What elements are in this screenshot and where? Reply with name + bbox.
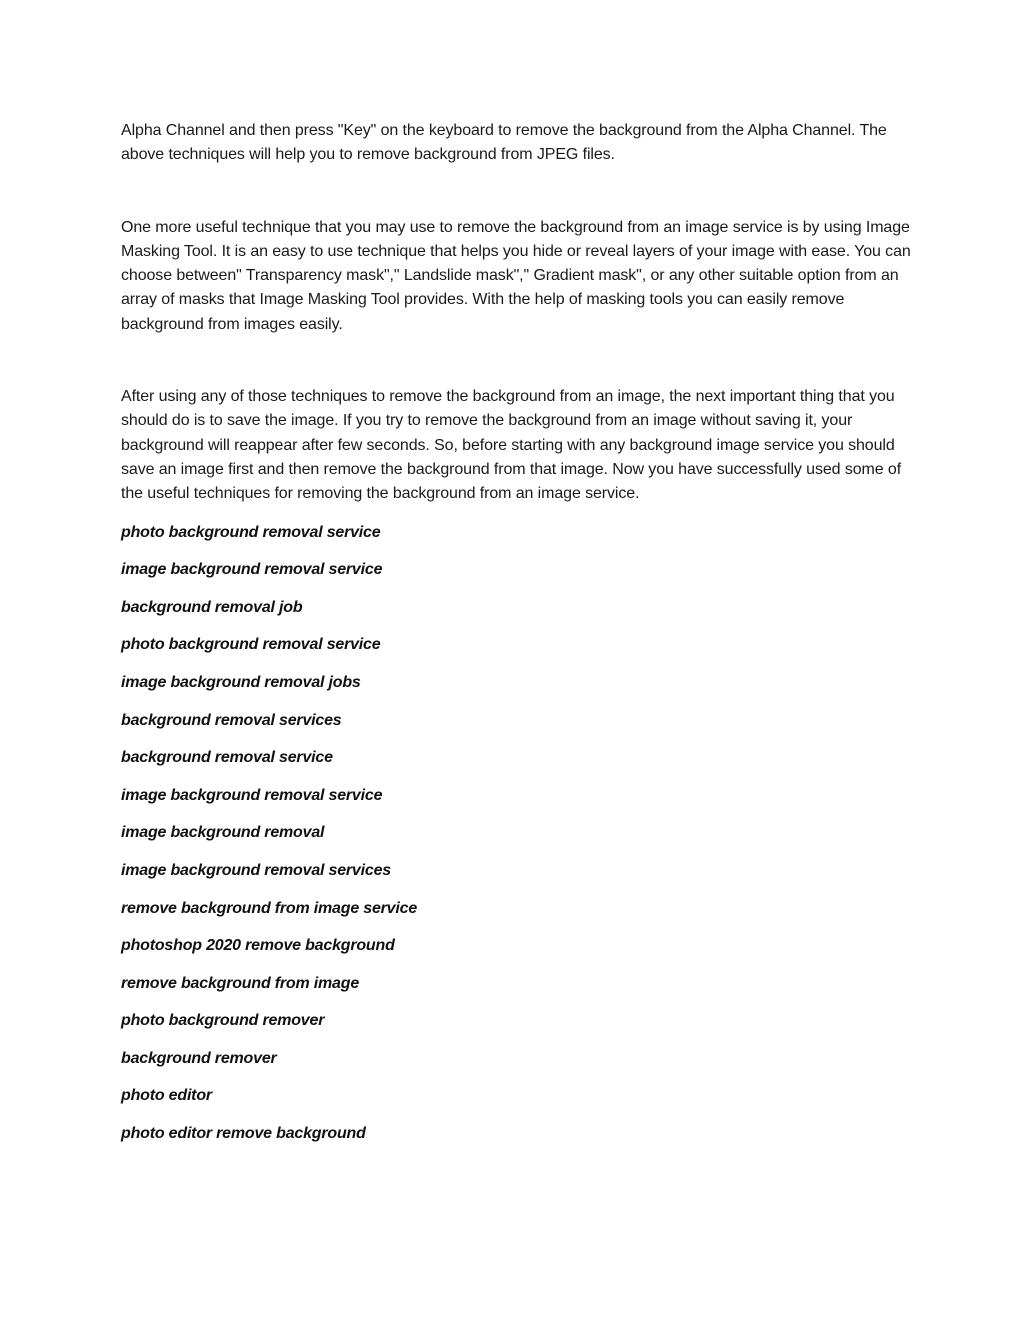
keyword-item: photo background removal service [121,636,381,654]
keyword-item: remove background from image service [121,899,418,917]
keyword-item: photo background removal service [121,523,381,541]
keyword-item: photo background remover [121,1012,325,1030]
keyword-item: photo editor remove background [121,1125,366,1143]
keyword-item: remove background from image [121,974,360,992]
keyword-item: image background removal service [121,561,383,579]
paragraph-image-masking: One more useful technique that you may use to remove the background from an image service is by using Image Masking Tool. It is an easy to use technique that helps you hide or reveal layers of your image with ease. You can choose between" Transparency mask"," Landslide mask"," Gradient mask", or any other suitable option from an array of masks that Image Masking Tool provides. With the help of masking tools you can easily remove background from images easily. [121,218,911,333]
keyword-list [121,521,911,1147]
document-body [121,119,911,1160]
keyword-item: background removal services [121,711,342,729]
keyword-item: background removal job [121,598,303,616]
paragraph-save-image: After using any of those techniques to remove the background from an image, the next important thing that you should do is to save the image. If you try to remove the background from an image without saving it, your background will reappear after few seconds. So, before starting with any background image service you should save an image first and then remove the background from that image. Now you have successfully used some of the useful techniques for removing the background from an image service. [121,388,902,503]
keyword-item: image background removal jobs [121,673,361,691]
keyword-item: background removal service [121,749,333,767]
keyword-item: image background removal [121,824,325,842]
keyword-item: photoshop 2020 remove background [121,937,395,955]
keyword-item: image background removal services [121,861,391,879]
keyword-item: photo editor [121,1087,212,1105]
keyword-item: background remover [121,1049,277,1067]
keyword-item: image background removal service [121,786,383,804]
paragraph-alpha-channel: Alpha Channel and then press "Key" on the keyboard to remove the background from the Alpha Channel. The above techniques will help you to remove background from JPEG files. [121,122,887,164]
